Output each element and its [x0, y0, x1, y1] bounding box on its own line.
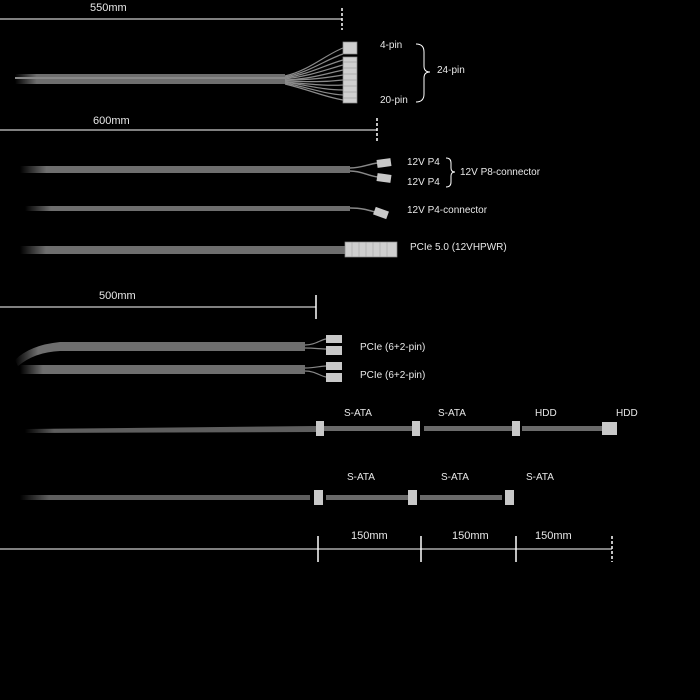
connector-p4-a [377, 158, 392, 168]
label-sata-hdd-4: HDD [616, 408, 638, 419]
label-pcie-a: PCIe (6+2-pin) [360, 342, 426, 353]
atx-24pin-cable [15, 42, 430, 103]
label-sata-hdd-2: S-ATA [438, 408, 466, 419]
brace-icon [446, 158, 455, 187]
connector-pcie-a2 [326, 346, 342, 355]
connector-sata-b [408, 490, 417, 505]
cpu-p8-cable [20, 158, 455, 187]
dim-label-150-3: 150mm [535, 530, 572, 542]
label-sata-1: S-ATA [347, 472, 375, 483]
label-sata-3: S-ATA [526, 472, 554, 483]
dim-label-500: 500mm [99, 290, 136, 302]
pcie5-cable [20, 242, 397, 257]
label-p4-b: 12V P4 [407, 177, 440, 188]
label-20pin: 20-pin [380, 95, 408, 106]
cpu-p4-cable [25, 206, 389, 219]
dim-label-150-1: 150mm [351, 530, 388, 542]
connector-hdd-1 [512, 421, 520, 436]
connector-sata-2 [412, 421, 420, 436]
dimension-500mm [0, 295, 316, 319]
label-24pin: 24-pin [437, 65, 465, 76]
connector-pcie-b2 [326, 373, 342, 382]
connector-hdd-2 [602, 422, 617, 435]
label-sata-2: S-ATA [441, 472, 469, 483]
sata-cable [20, 490, 514, 505]
sata-hdd-cable [25, 421, 617, 436]
connector-p4-single [373, 207, 389, 219]
connector-12vhpwr [345, 242, 397, 257]
label-p4-connector: 12V P4-connector [407, 205, 488, 216]
connector-pcie-a1 [326, 335, 342, 343]
dimension-550mm [0, 8, 342, 30]
connector-sata-a [314, 490, 323, 505]
label-pcie5: PCIe 5.0 (12VHPWR) [410, 242, 507, 253]
label-sata-hdd-1: S-ATA [344, 408, 372, 419]
dimension-600mm [0, 118, 377, 142]
dimension-150mm [0, 536, 612, 562]
dim-label-150-2: 150mm [452, 530, 489, 542]
connector-p4-b [377, 173, 392, 183]
label-p8: 12V P8-connector [460, 167, 541, 178]
label-pcie-b: PCIe (6+2-pin) [360, 370, 426, 381]
connector-sata-c [505, 490, 514, 505]
label-p4-a: 12V P4 [407, 157, 440, 168]
dim-label-600: 600mm [93, 115, 130, 127]
dim-label-550: 550mm [90, 2, 127, 14]
label-sata-hdd-3: HDD [535, 408, 557, 419]
label-4pin: 4-pin [380, 40, 403, 51]
connector-4pin [343, 42, 357, 54]
connector-sata-1 [316, 421, 324, 436]
pcie-cables [15, 335, 342, 382]
connector-pcie-b1 [326, 362, 342, 370]
brace-icon [416, 44, 430, 102]
